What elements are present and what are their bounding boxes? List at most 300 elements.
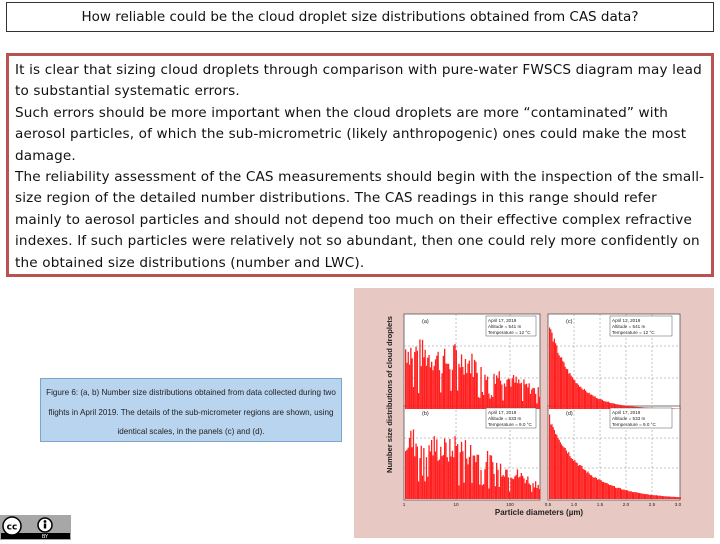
distribution-bar-c	[578, 385, 579, 409]
distribution-bar-d	[561, 444, 562, 499]
distribution-bar-c	[607, 402, 608, 409]
distribution-bar-c	[605, 402, 606, 409]
distribution-bar-b	[492, 462, 493, 499]
distribution-bar-d	[662, 496, 663, 499]
distribution-bar-d	[559, 440, 560, 499]
distribution-bar-d	[677, 497, 678, 499]
distribution-bar-a	[408, 352, 409, 409]
distribution-bar-a	[440, 392, 441, 409]
distribution-bar-c	[557, 353, 558, 409]
distribution-bar-b	[471, 483, 472, 499]
distribution-bar-c	[587, 393, 588, 409]
distribution-bar-d	[556, 435, 557, 499]
distribution-bar-b	[482, 485, 483, 499]
distribution-bar-d	[657, 496, 658, 500]
info-box-c	[610, 316, 672, 336]
distribution-bar-c	[585, 391, 586, 409]
distribution-bar-a	[523, 379, 524, 409]
distribution-bar-b	[479, 485, 480, 499]
panel-a-id: (a)	[422, 319, 429, 325]
distribution-bar-b	[483, 484, 484, 499]
distribution-bar-a	[473, 377, 474, 409]
distribution-bar-d	[669, 497, 670, 500]
distribution-bar-b	[435, 452, 436, 500]
distribution-bar-b	[527, 477, 528, 500]
distribution-bar-a	[486, 380, 487, 409]
distribution-bar-d	[584, 470, 585, 499]
paragraph-1: It is clear that sizing cloud droplets through comparison with pure-water FWSCS diagram may lead to substantial systematic errors.	[15, 60, 705, 103]
distribution-bar-c	[586, 392, 587, 409]
distribution-bar-d	[571, 458, 572, 499]
distribution-bar-c	[601, 399, 602, 409]
distribution-bar-b	[438, 461, 439, 499]
distribution-bar-b	[452, 451, 453, 499]
svg-text:April 17, 2019: April 17, 2019	[488, 410, 517, 415]
distribution-bar-b	[430, 451, 431, 499]
distribution-bar-d	[597, 480, 598, 499]
distribution-bar-a	[504, 383, 505, 409]
distribution-bar-a	[469, 361, 470, 409]
distribution-bar-d	[645, 494, 646, 499]
distribution-bar-d	[602, 482, 603, 499]
distribution-bar-a	[530, 394, 531, 409]
distribution-bar-c	[593, 396, 594, 409]
distribution-bar-b	[414, 456, 415, 499]
distribution-bar-d	[604, 483, 605, 499]
distribution-bar-b	[423, 448, 424, 499]
distribution-bar-d	[664, 496, 665, 499]
distribution-bar-a	[514, 383, 515, 409]
distribution-bar-b	[456, 446, 457, 499]
distribution-bar-a	[415, 347, 416, 409]
distribution-bar-a	[448, 364, 449, 409]
distribution-bar-d	[675, 497, 676, 499]
distribution-bar-a	[526, 384, 527, 409]
distribution-bar-b	[413, 429, 414, 499]
distribution-bar-d	[634, 492, 635, 499]
distribution-bar-a	[432, 370, 433, 409]
tick-right-4: 2.5	[649, 502, 656, 507]
tick-right-3: 2.0	[623, 502, 630, 507]
distribution-bar-d	[550, 425, 551, 499]
distribution-bar-d	[583, 469, 584, 499]
distribution-bar-a	[495, 384, 496, 409]
distribution-bar-a	[435, 359, 436, 409]
distribution-bar-a	[452, 370, 453, 409]
distribution-bar-a	[465, 359, 466, 409]
distribution-bar-b	[405, 451, 406, 499]
distribution-bar-d	[640, 493, 641, 499]
distribution-bar-b	[506, 470, 507, 499]
distribution-bar-a	[478, 397, 479, 409]
distribution-bar-a	[490, 399, 491, 410]
distribution-bar-a	[505, 387, 506, 409]
distribution-bar-d	[565, 448, 566, 499]
distribution-bar-a	[410, 348, 411, 409]
distribution-bar-c	[674, 409, 675, 410]
distribution-bar-d	[629, 491, 630, 499]
distribution-bar-b	[477, 455, 478, 499]
distribution-bar-c	[553, 342, 554, 410]
distribution-bar-c	[562, 361, 563, 409]
distribution-bar-d	[610, 485, 611, 499]
distribution-bar-d	[646, 494, 647, 499]
panel-d-id: (d)	[566, 411, 573, 417]
distribution-bar-a	[479, 398, 480, 409]
distribution-bar-b	[484, 469, 485, 499]
distribution-bar-b	[531, 492, 532, 499]
distribution-bar-b	[467, 464, 468, 499]
distribution-bar-c	[563, 362, 564, 409]
distribution-bar-c	[608, 402, 609, 409]
distribution-bar-c	[591, 395, 592, 409]
info-box-a	[486, 316, 536, 336]
distribution-bar-b	[521, 473, 522, 499]
distribution-bar-d	[614, 486, 615, 499]
distribution-bar-d	[566, 451, 567, 500]
distribution-bar-a	[467, 364, 468, 409]
distribution-bar-a	[456, 350, 457, 409]
distribution-bar-a	[531, 389, 532, 409]
svg-text:April 13, 2019: April 13, 2019	[612, 318, 641, 323]
distribution-bar-b	[493, 474, 494, 499]
distribution-bar-b	[475, 462, 476, 499]
distribution-bar-c	[597, 399, 598, 410]
distribution-bar-b	[454, 436, 455, 499]
distribution-bar-b	[517, 469, 518, 499]
distribution-bar-b	[451, 457, 452, 500]
distribution-bar-d	[635, 492, 636, 499]
distribution-bar-d	[613, 486, 614, 499]
distribution-bar-a	[447, 364, 448, 409]
distribution-bar-d	[578, 466, 579, 499]
distribution-bar-b	[460, 452, 461, 499]
distribution-bar-a	[458, 364, 459, 409]
distribution-bar-d	[596, 478, 597, 499]
distribution-bar-a	[497, 378, 498, 409]
svg-text:April 17, 2019: April 17, 2019	[612, 410, 641, 415]
distribution-bar-d	[628, 491, 629, 499]
distribution-bar-d	[668, 497, 669, 500]
distribution-bar-c	[590, 395, 591, 409]
distribution-bar-d	[676, 497, 677, 499]
distribution-bar-a	[427, 358, 428, 409]
distribution-bar-b	[448, 462, 449, 500]
svg-text:Altitude = 533 m: Altitude = 533 m	[612, 416, 645, 421]
distribution-bar-c	[575, 383, 576, 409]
distribution-bar-b	[410, 431, 411, 499]
distribution-bar-b	[464, 483, 465, 499]
svg-text:Altitude = 541 m: Altitude = 541 m	[488, 324, 521, 329]
distribution-bar-d	[593, 478, 594, 499]
distribution-bar-a	[532, 388, 533, 409]
distribution-bar-b	[525, 483, 526, 499]
distribution-bar-a	[471, 354, 472, 409]
distribution-bar-d	[661, 496, 662, 499]
distribution-bar-d	[592, 477, 593, 499]
distribution-bar-d	[671, 497, 672, 499]
distribution-bar-a	[475, 362, 476, 409]
distribution-bar-d	[569, 456, 570, 499]
figure-image	[354, 288, 714, 538]
distribution-bar-d	[603, 482, 604, 499]
distribution-bar-d	[623, 489, 624, 499]
distribution-bar-c	[595, 397, 596, 410]
distribution-bar-d	[655, 495, 656, 499]
distribution-bar-a	[500, 381, 501, 410]
distribution-bar-a	[406, 363, 407, 409]
distribution-bar-d	[590, 475, 591, 499]
distribution-bar-d	[659, 496, 660, 499]
distribution-bar-b	[417, 447, 418, 500]
distribution-bar-b	[490, 455, 491, 499]
distribution-bar-b	[532, 483, 533, 499]
tick-right-1: 1.0	[571, 502, 578, 507]
distribution-bar-a	[439, 370, 440, 409]
y-axis-label: Number size distributions of cloud droplets	[385, 316, 394, 473]
distribution-bar-b	[422, 476, 423, 499]
distribution-bar-d	[667, 496, 668, 499]
text-box	[6, 53, 714, 277]
distribution-bar-d	[665, 496, 666, 499]
distribution-bar-a	[464, 375, 465, 409]
distribution-bar-c	[577, 383, 578, 409]
distribution-bar-b	[499, 487, 500, 499]
cc-by-label: BY	[42, 534, 49, 540]
tick-left-10: 10	[453, 502, 459, 507]
distribution-bar-c	[549, 328, 550, 410]
distribution-bar-c	[584, 389, 585, 409]
distribution-bar-a	[430, 367, 431, 409]
distribution-bar-d	[616, 488, 617, 499]
cc-logo-icon	[0, 515, 71, 540]
distribution-bar-b	[501, 477, 502, 500]
distribution-bar-a	[527, 387, 528, 409]
distribution-bar-b	[449, 439, 450, 499]
distribution-bar-b	[434, 436, 435, 499]
distribution-bar-a	[521, 383, 522, 409]
distribution-bar-c	[583, 390, 584, 409]
distribution-bar-d	[658, 496, 659, 499]
distribution-bar-b	[425, 481, 426, 499]
distribution-bar-d	[581, 466, 582, 499]
distribution-bar-c	[551, 333, 552, 409]
distribution-bar-a	[414, 352, 415, 409]
distribution-bar-c	[673, 409, 674, 410]
distribution-bar-d	[557, 438, 558, 499]
distribution-bar-d	[649, 495, 650, 499]
distribution-bar-b	[478, 455, 479, 499]
distribution-bar-d	[573, 461, 574, 499]
distribution-bar-a	[436, 356, 437, 409]
distribution-bar-b	[441, 456, 442, 499]
distribution-bar-d	[638, 493, 639, 499]
distribution-bar-b	[457, 444, 458, 499]
distribution-bar-c	[592, 395, 593, 409]
distribution-bar-b	[497, 470, 498, 499]
distribution-bar-a	[441, 373, 442, 409]
distribution-bar-c	[566, 369, 567, 409]
distribution-bar-d	[587, 472, 588, 500]
distribution-bar-a	[525, 384, 526, 409]
distribution-bar-c	[599, 399, 600, 409]
x-axis-label: Particle diameters (µm)	[495, 508, 584, 517]
distribution-bar-b	[529, 484, 530, 500]
distribution-bar-a	[516, 377, 517, 409]
distribution-bar-d	[575, 462, 576, 499]
distribution-bar-a	[482, 392, 483, 409]
distribution-bar-c	[554, 339, 555, 409]
distribution-bar-c	[568, 374, 569, 409]
svg-text:Temperature = 9.0 °C: Temperature = 9.0 °C	[488, 422, 533, 427]
distribution-bar-a	[443, 356, 444, 409]
distribution-bar-c	[573, 380, 574, 410]
distribution-bar-c	[550, 329, 551, 409]
distribution-bar-c	[581, 389, 582, 410]
distribution-bar-d	[641, 494, 642, 499]
slide-title: How reliable could be the cloud droplet size distributions obtained from CAS data?	[6, 2, 714, 32]
distribution-bar-b	[488, 489, 489, 500]
distribution-bar-a	[419, 339, 420, 409]
distribution-bar-c	[560, 357, 561, 409]
distribution-bar-b	[504, 477, 505, 499]
distribution-bar-d	[670, 497, 671, 499]
distribution-bar-d	[555, 434, 556, 499]
distribution-bar-d	[595, 477, 596, 499]
distribution-bar-b	[523, 478, 524, 499]
distribution-bar-a	[466, 373, 467, 409]
distribution-bar-a	[488, 394, 489, 410]
distribution-bar-a	[536, 403, 537, 409]
distribution-bar-d	[639, 493, 640, 499]
distribution-bar-c	[598, 399, 599, 409]
distribution-bar-c	[556, 346, 557, 410]
distribution-bar-b	[458, 485, 459, 499]
distribution-bar-b	[469, 457, 470, 499]
distribution-bar-c	[580, 387, 581, 409]
distribution-bar-b	[445, 443, 446, 500]
distribution-bar-a	[445, 363, 446, 409]
distribution-bar-a	[405, 349, 406, 409]
tick-left-100: 100	[506, 502, 514, 507]
distribution-bar-c	[567, 369, 568, 409]
svg-text:cc: cc	[7, 523, 18, 533]
distribution-bar-b	[439, 460, 440, 499]
distribution-bar-a	[431, 362, 432, 409]
distribution-bar-a	[457, 391, 458, 409]
paragraph-3: The reliability assessment of the CAS measurements should begin with the inspection of the small-size region of the detailed number distributions. The CAS readings in this range should refer mainly to aerosol particles and should not depend too much on their effective complex refractive indexes. If such particles were relatively not so abundant, then one could rely more confidently on the obtained size distributions (number and LWC).	[15, 167, 705, 274]
distribution-bar-a	[438, 352, 439, 409]
distribution-bar-a	[428, 355, 429, 409]
info-box-d	[610, 408, 672, 428]
svg-text:Altitude = 533 m: Altitude = 533 m	[488, 416, 521, 421]
distribution-bar-b	[409, 438, 410, 499]
info-box-b	[486, 408, 536, 428]
distribution-bar-d	[589, 474, 590, 500]
distribution-bar-a	[518, 379, 519, 409]
svg-text:Temperature = 12 °C: Temperature = 12 °C	[612, 330, 655, 335]
svg-text:April 17, 2019: April 17, 2019	[488, 318, 517, 323]
distribution-bar-c	[559, 355, 560, 409]
distribution-bar-b	[453, 457, 454, 499]
distribution-bar-a	[484, 375, 485, 409]
distribution-bar-a	[425, 350, 426, 409]
distribution-bar-b	[440, 447, 441, 499]
distribution-bar-c	[574, 380, 575, 409]
distribution-bar-a	[503, 401, 504, 410]
distribution-bar-b	[461, 442, 462, 499]
distribution-bar-b	[415, 444, 416, 500]
distribution-bar-b	[427, 477, 428, 499]
distribution-bar-d	[619, 488, 620, 499]
distribution-bar-c	[561, 357, 562, 409]
distribution-bar-d	[551, 424, 552, 499]
distribution-bar-a	[412, 358, 413, 409]
distribution-bar-b	[512, 479, 513, 500]
distribution-bar-c	[602, 400, 603, 409]
distribution-bar-a	[501, 385, 502, 410]
distribution-bar-a	[413, 387, 414, 409]
distribution-bar-c	[565, 367, 566, 409]
distribution-bar-d	[553, 427, 554, 499]
distribution-bar-a	[493, 374, 494, 409]
distribution-bar-b	[536, 488, 537, 499]
distribution-bar-d	[673, 497, 674, 499]
distribution-bar-a	[487, 377, 488, 409]
distribution-bar-a	[470, 373, 471, 409]
distribution-bar-a	[461, 354, 462, 409]
distribution-bar-b	[505, 470, 506, 499]
distribution-bar-d	[567, 453, 568, 499]
distribution-bar-a	[512, 378, 513, 409]
distribution-bar-b	[514, 476, 515, 499]
distribution-bar-c	[603, 401, 604, 409]
distribution-bar-b	[503, 475, 504, 499]
distribution-bar-d	[580, 465, 581, 499]
distribution-bar-b	[466, 459, 467, 500]
distribution-bar-b	[447, 457, 448, 499]
distribution-bar-b	[473, 456, 474, 500]
panel-c-id: (c)	[566, 319, 573, 325]
distribution-bar-c	[555, 343, 556, 409]
distribution-bar-c	[572, 377, 573, 409]
distribution-bar-a	[509, 379, 510, 409]
distribution-bar-b	[432, 455, 433, 499]
figure-plots	[354, 288, 714, 538]
distribution-bar-d	[599, 480, 600, 499]
distribution-bar-a	[454, 344, 455, 409]
distribution-bar-a	[426, 366, 427, 409]
distribution-bar-d	[637, 493, 638, 500]
paragraph-2: Such errors should be more important when the cloud droplets are more “contaminated” with aerosol particles, of which the sub-micrometric (likely anthropogenic) ones could make the most damage.	[15, 103, 705, 167]
distribution-bar-d	[621, 489, 622, 499]
distribution-bar-d	[554, 430, 555, 499]
distribution-bar-a	[434, 366, 435, 409]
distribution-bar-b	[470, 445, 471, 499]
distribution-bar-c	[589, 393, 590, 409]
distribution-bar-a	[451, 391, 452, 409]
tick-right-0: 0.5	[545, 502, 552, 507]
distribution-bar-a	[460, 367, 461, 409]
distribution-bar-b	[406, 450, 407, 499]
distribution-bar-d	[656, 495, 657, 499]
distribution-bar-b	[508, 477, 509, 499]
distribution-bar-d	[626, 490, 627, 499]
distribution-bar-d	[607, 483, 608, 499]
distribution-bar-a	[491, 395, 492, 409]
distribution-bar-b	[513, 479, 514, 499]
distribution-bar-b	[443, 455, 444, 499]
